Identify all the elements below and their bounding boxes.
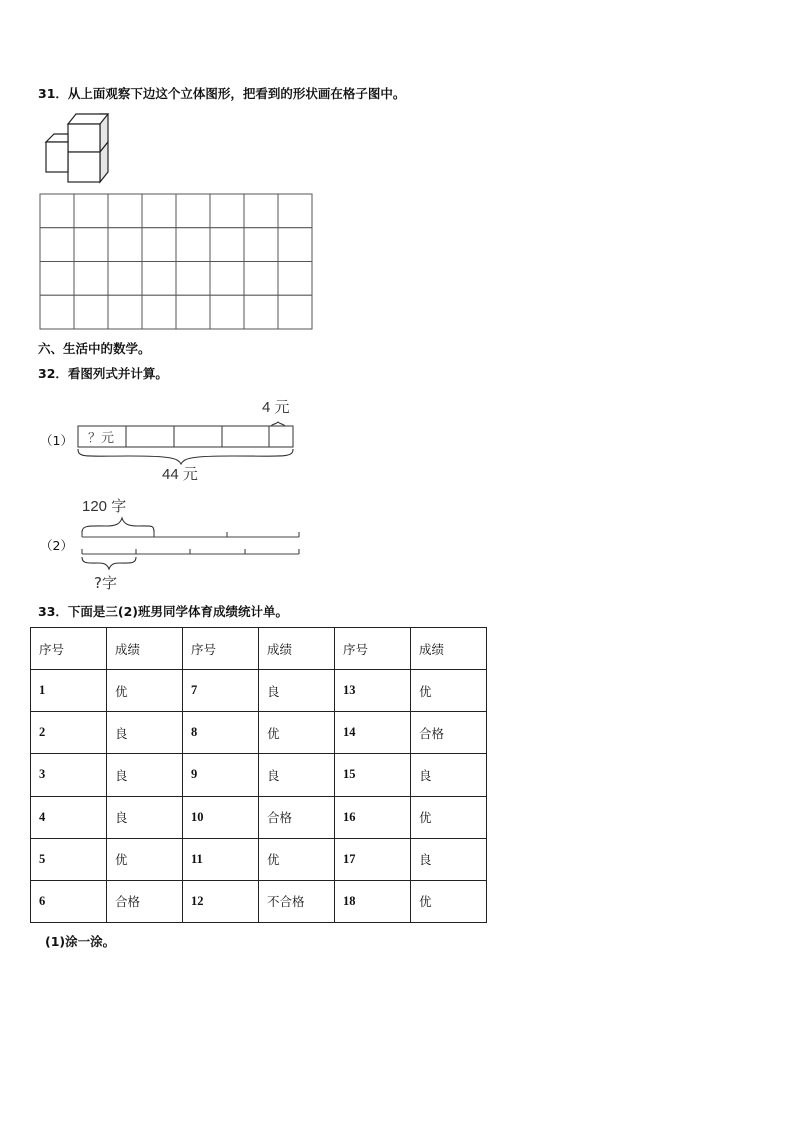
- table-cell: 不合格: [259, 880, 335, 922]
- table-cell: 6: [31, 880, 107, 922]
- table-cell: 9: [183, 754, 259, 796]
- header-cell: 成绩: [411, 628, 487, 670]
- grid-cell[interactable]: [244, 262, 278, 296]
- table-row: [31, 754, 487, 796]
- grid-cell[interactable]: [244, 228, 278, 262]
- grid-cell[interactable]: [142, 194, 176, 228]
- grid-cell[interactable]: [74, 228, 108, 262]
- grid-cell[interactable]: [40, 228, 74, 262]
- table-cell: 优: [107, 670, 183, 712]
- table-row: [31, 838, 487, 880]
- section-6-title: 六、生活中的数学。: [38, 341, 151, 356]
- table-row: [31, 880, 487, 922]
- grid-cell[interactable]: [108, 194, 142, 228]
- table-cell: 良: [107, 712, 183, 754]
- grid-cell[interactable]: [176, 262, 210, 296]
- grid-cell[interactable]: [210, 262, 244, 296]
- top-label-120-chars: 120 字: [82, 498, 127, 515]
- table-cell: 3: [31, 754, 107, 796]
- sub-question-1: (1)涂一涂。: [45, 934, 116, 949]
- table-cell: 优: [259, 838, 335, 880]
- table-cell: 良: [107, 754, 183, 796]
- grid-cell[interactable]: [244, 295, 278, 329]
- unknown-amount-label: ？元: [88, 431, 115, 446]
- cube-figure: [44, 110, 120, 186]
- drawing-grid[interactable]: [39, 193, 313, 330]
- line-diagram-2: [70, 494, 310, 594]
- bottom-label-unknown-chars: ?字: [94, 574, 117, 592]
- grid-cell[interactable]: [142, 295, 176, 329]
- table-cell: 良: [411, 754, 487, 796]
- table-cell: 11: [183, 838, 259, 880]
- header-cell: 序号: [335, 628, 411, 670]
- table-cell: 5: [31, 838, 107, 880]
- table-cell: 优: [411, 796, 487, 838]
- grid-cell[interactable]: [210, 295, 244, 329]
- grid-cell[interactable]: [278, 262, 312, 296]
- table-cell: 18: [335, 880, 411, 922]
- grid-cell[interactable]: [244, 194, 278, 228]
- table-cell: 合格: [411, 712, 487, 754]
- table-row: [31, 712, 487, 754]
- table-cell: 良: [259, 754, 335, 796]
- table-cell: 优: [107, 838, 183, 880]
- table-cell: 合格: [259, 796, 335, 838]
- question-33-title: 33．下面是三(2)班男同学体育成绩统计单。: [38, 604, 289, 619]
- grid-cell[interactable]: [40, 295, 74, 329]
- grid-cell[interactable]: [176, 295, 210, 329]
- grid-cell[interactable]: [40, 194, 74, 228]
- table-cell: 良: [411, 838, 487, 880]
- grid-cell[interactable]: [278, 295, 312, 329]
- table-cell: 17: [335, 838, 411, 880]
- grid-cell[interactable]: [142, 228, 176, 262]
- grid-cell[interactable]: [108, 228, 142, 262]
- table-cell: 7: [183, 670, 259, 712]
- question-31-title: 31．从上面观察下边这个立体图形，把看到的形状画在格子图中。: [38, 86, 406, 101]
- table-cell: 优: [259, 712, 335, 754]
- grid-cell[interactable]: [108, 295, 142, 329]
- sports-score-table: [30, 627, 487, 923]
- bottom-label-44-yuan: 44 元: [162, 466, 198, 483]
- question-32-title: 32．看图列式并计算。: [38, 366, 168, 381]
- table-cell: 4: [31, 796, 107, 838]
- table-row: [31, 670, 487, 712]
- grid-cell[interactable]: [176, 194, 210, 228]
- grid-cell[interactable]: [210, 228, 244, 262]
- table-cell: 优: [411, 880, 487, 922]
- grid-cell[interactable]: [278, 194, 312, 228]
- table-row: [31, 796, 487, 838]
- header-cell: 成绩: [259, 628, 335, 670]
- table-cell: 14: [335, 712, 411, 754]
- grid-cell[interactable]: [40, 262, 74, 296]
- grid-cell[interactable]: [74, 262, 108, 296]
- header-cell: 成绩: [107, 628, 183, 670]
- grid-cell[interactable]: [108, 262, 142, 296]
- table-cell: 10: [183, 796, 259, 838]
- table-cell: 8: [183, 712, 259, 754]
- header-cell: 序号: [31, 628, 107, 670]
- table-cell: 良: [259, 670, 335, 712]
- header-cell: 序号: [183, 628, 259, 670]
- table-cell: 2: [31, 712, 107, 754]
- bar-diagram-1: [70, 392, 310, 487]
- top-label-4-yuan: 4 元: [262, 399, 290, 416]
- table-cell: 12: [183, 880, 259, 922]
- table-cell: 16: [335, 796, 411, 838]
- grid-cell[interactable]: [142, 262, 176, 296]
- table-cell: 13: [335, 670, 411, 712]
- table-cell: 1: [31, 670, 107, 712]
- grid-cell[interactable]: [278, 228, 312, 262]
- grid-cell[interactable]: [74, 194, 108, 228]
- part-2-label: （2）: [40, 538, 73, 553]
- grid-cell[interactable]: [210, 194, 244, 228]
- part-1-label: （1）: [40, 433, 73, 448]
- table-cell: 优: [411, 670, 487, 712]
- table-cell: 良: [107, 796, 183, 838]
- table-cell: 合格: [107, 880, 183, 922]
- grid-cell[interactable]: [176, 228, 210, 262]
- grid-cell[interactable]: [74, 295, 108, 329]
- table-cell: 15: [335, 754, 411, 796]
- table-header-row: [31, 628, 487, 670]
